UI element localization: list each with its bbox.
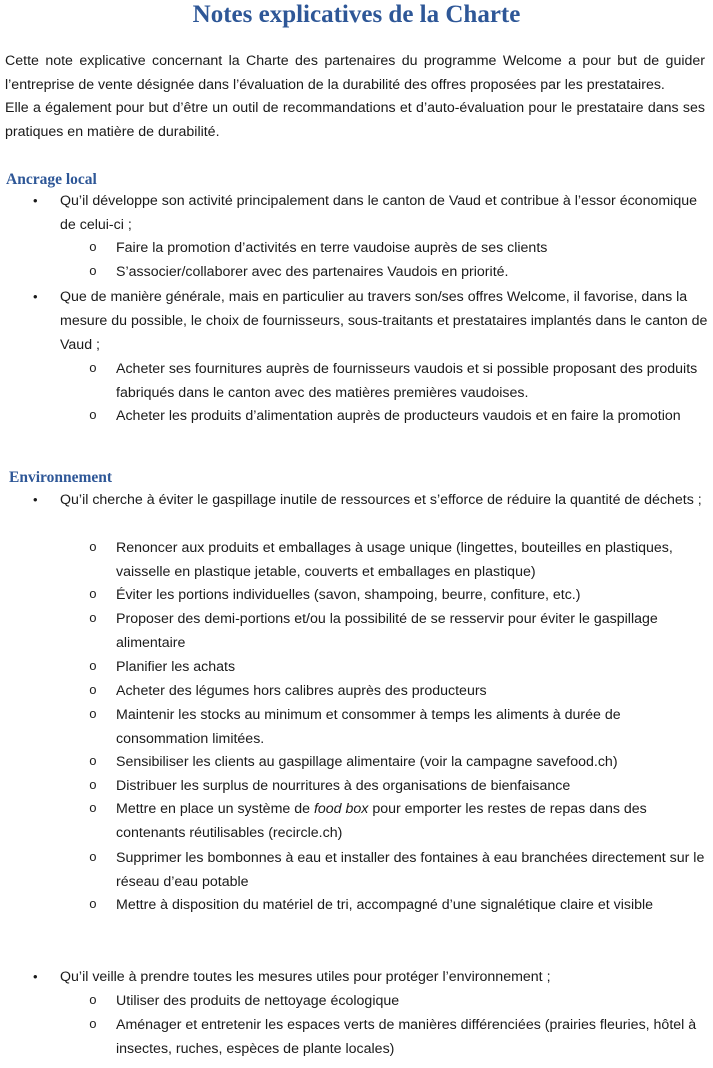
sub-list-item-text: Distribuer les surplus de nourritures à des organisations de bienfaisance bbox=[116, 778, 571, 794]
section-heading-ancrage-local: Ancrage local bbox=[6, 171, 97, 188]
sub-list-item-text: S’associer/collaborer avec des partenaires Vaudois en priorité. bbox=[116, 264, 509, 280]
sub-list-item-text: Éviter les portions individuelles (savon, shampoing, beurre, confiture, etc.) bbox=[116, 587, 581, 603]
sub-list-item-text: Aménager et entretenir les espaces verts de manières différenciées (prairies fleuries, hôtel à insectes, ruches, espèces de plante locales) bbox=[116, 1017, 697, 1057]
circle-bullet-icon: o bbox=[89, 240, 97, 255]
circle-bullet-icon: o bbox=[89, 408, 97, 423]
list-item-text: Que de manière générale, mais en particulier au travers son/ses offres Welcome, il favorise, dans la mesure du possible, le choix de fournisseurs, sous-traitants et prestataires implantés dans le canton de Vaud ; bbox=[60, 289, 708, 353]
foodbox-emphasis: food box bbox=[313, 801, 369, 817]
sub-list-item-text bbox=[116, 797, 706, 845]
intro-text bbox=[5, 50, 705, 144]
bullet-icon: • bbox=[33, 289, 38, 304]
circle-bullet-icon: o bbox=[89, 778, 97, 793]
circle-bullet-icon: o bbox=[89, 611, 97, 626]
bullet-icon: • bbox=[33, 492, 38, 507]
circle-bullet-icon: o bbox=[89, 540, 97, 555]
circle-bullet-icon: o bbox=[89, 659, 97, 674]
bullet-icon: • bbox=[33, 193, 38, 208]
sub-list-item-text: Supprimer les bombonnes à eau et installer des fontaines à eau branchées directement sur le réseau d’eau potable bbox=[116, 850, 705, 890]
circle-bullet-icon: o bbox=[89, 801, 97, 816]
sub-list-item-text: Proposer des demi-portions et/ou la possibilité de se resservir pour éviter le gaspillage alimentaire bbox=[116, 611, 658, 651]
circle-bullet-icon: o bbox=[89, 361, 97, 376]
circle-bullet-icon: o bbox=[89, 707, 97, 722]
sub-list-item-text: Planifier les achats bbox=[116, 659, 236, 675]
sub-list-item-text: Acheter les produits d’alimentation auprès de producteurs vaudois et en faire la promotion bbox=[116, 408, 681, 424]
intro-paragraph-2: Elle a également pour but d’être un outil de recommandations et d’auto-évaluation pour le prestataire dans ses pratiques en matière de durabilité. bbox=[5, 100, 705, 140]
sub-list-item-text: Utiliser des produits de nettoyage écologique bbox=[116, 993, 400, 1009]
list-item-text: Qu’il cherche à éviter le gaspillage inutile de ressources et s’efforce de réduire la quantité de déchets ; bbox=[60, 492, 702, 508]
sub-list-item-text: Maintenir les stocks au minimum et consommer à temps les aliments à durée de consommation limitées. bbox=[116, 707, 621, 747]
circle-bullet-icon: o bbox=[89, 993, 97, 1008]
circle-bullet-icon: o bbox=[89, 1017, 97, 1032]
list-item-text: Qu’il développe son activité principalement dans le canton de Vaud et contribue à l’essor économique de celui-ci ; bbox=[60, 193, 697, 233]
list-item-text: Qu’il veille à prendre toutes les mesures utiles pour protéger l’environnement ; bbox=[60, 969, 551, 985]
circle-bullet-icon: o bbox=[89, 754, 97, 769]
foodbox-text-after: pour emporter les restes de repas dans des contenants réutilisables (recircle.ch) bbox=[116, 801, 647, 841]
bullet-icon: • bbox=[33, 969, 38, 984]
circle-bullet-icon: o bbox=[89, 683, 97, 698]
sub-list-item-text: Faire la promotion d’activités en terre vaudoise auprès de ses clients bbox=[116, 240, 548, 256]
sub-list-item-text: Mettre à disposition du matériel de tri, accompagné d’une signalétique claire et visible bbox=[116, 897, 654, 913]
intro-paragraph-1: Cette note explicative concernant la Charte des partenaires du programme Welcome a pour but de guider l’entreprise de vente désignée dans l’évaluation de la durabilité des offres proposées par les prestataires. bbox=[5, 53, 705, 93]
page-title: Notes explicatives de la Charte bbox=[192, 1, 521, 28]
circle-bullet-icon: o bbox=[89, 850, 97, 865]
sub-list-item-text: Sensibiliser les clients au gaspillage alimentaire (voir la campagne savefood.ch) bbox=[116, 754, 618, 770]
circle-bullet-icon: o bbox=[89, 587, 97, 602]
circle-bullet-icon: o bbox=[89, 264, 97, 279]
section-heading-environnement: Environnement bbox=[9, 469, 113, 486]
sub-list-item-text: Acheter ses fournitures auprès de fournisseurs vaudois et si possible proposant des produits fabriqués dans le canton avec des matières premières vaudoises. bbox=[116, 361, 698, 401]
sub-list-item-text: Acheter des légumes hors calibres auprès des producteurs bbox=[116, 683, 487, 699]
circle-bullet-icon: o bbox=[89, 897, 97, 912]
sub-list-item-text: Renoncer aux produits et emballages à usage unique (lingettes, bouteilles en plastiques, vaisselle en plastique jetable, couverts et emballages en plastique) bbox=[116, 540, 673, 580]
foodbox-text-before: Mettre en place un système de bbox=[116, 801, 314, 817]
